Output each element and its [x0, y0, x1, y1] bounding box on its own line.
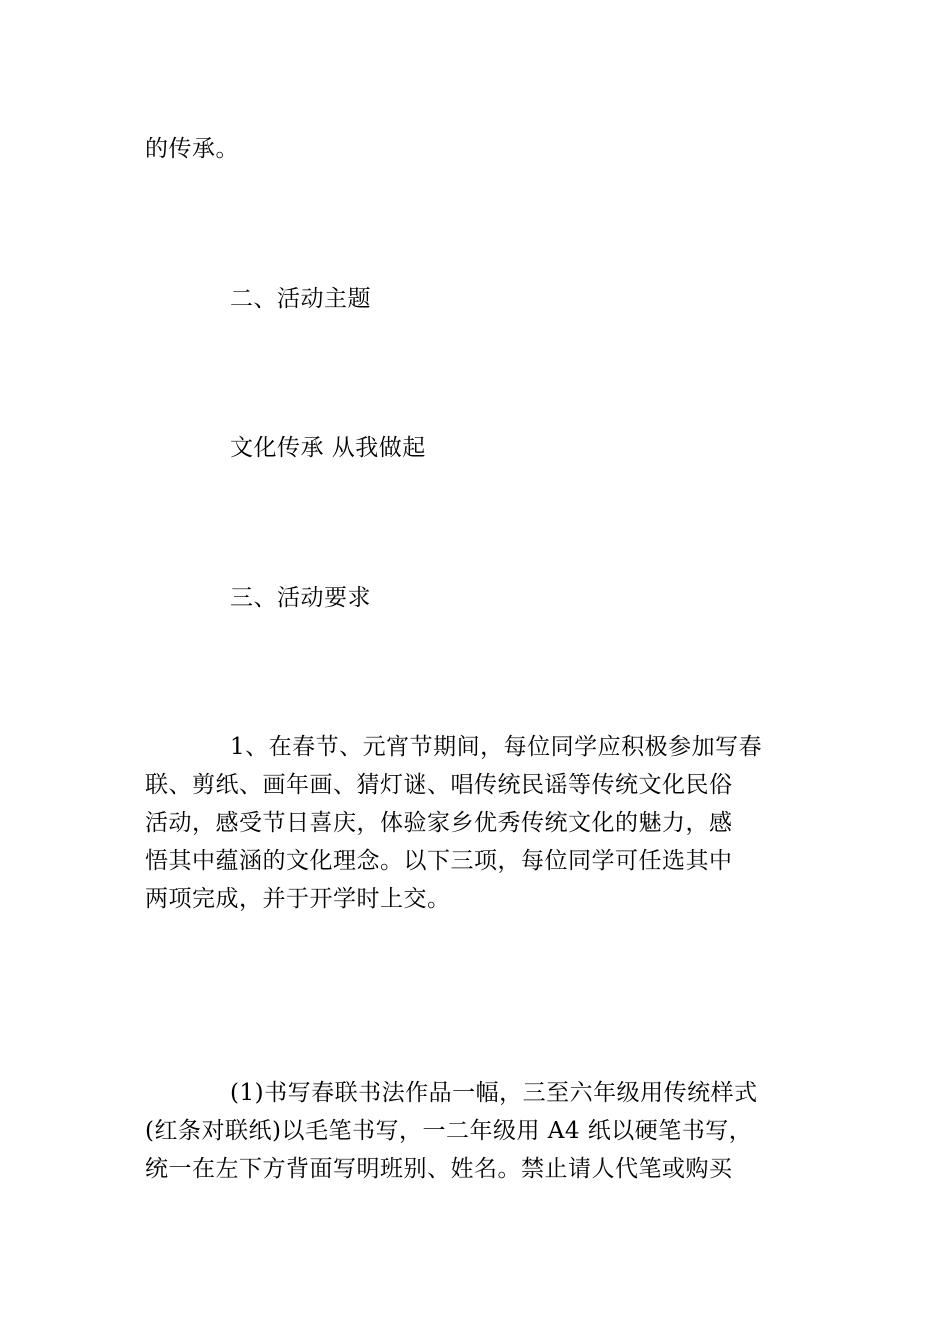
- paragraph-line: 活动，感受节日喜庆，体验家乡优秀传统文化的魅力，感: [145, 810, 733, 836]
- paragraph-line: 联、剪纸、画年画、猜灯谜、唱传统民谣等传统文化民俗: [145, 772, 733, 798]
- paragraph-line: 悟其中蕴涵的文化理念。以下三项，每位同学可任选其中: [145, 848, 733, 874]
- paragraph-line: 统一在左下方背面写明班别、姓名。禁止请人代笔或购买: [145, 1156, 733, 1182]
- section-heading-theme: 二、活动主题: [230, 286, 371, 312]
- section-heading-requirements: 三、活动要求: [230, 585, 371, 611]
- paragraph-line: (1)书写春联书法作品一幅，三至六年级用传统样式: [230, 1080, 758, 1106]
- paragraph-line: 1、在春节、元宵节期间，每位同学应积极参加写春: [230, 734, 763, 760]
- paragraph-line: 的传承。: [145, 136, 239, 162]
- paragraph-line: (红条对联纸)以毛笔书写，一二年级用 A4 纸以硬笔书写，: [145, 1118, 753, 1144]
- theme-text: 文化传承 从我做起: [230, 435, 426, 461]
- paragraph-line: 两项完成，并于开学时上交。: [145, 886, 451, 912]
